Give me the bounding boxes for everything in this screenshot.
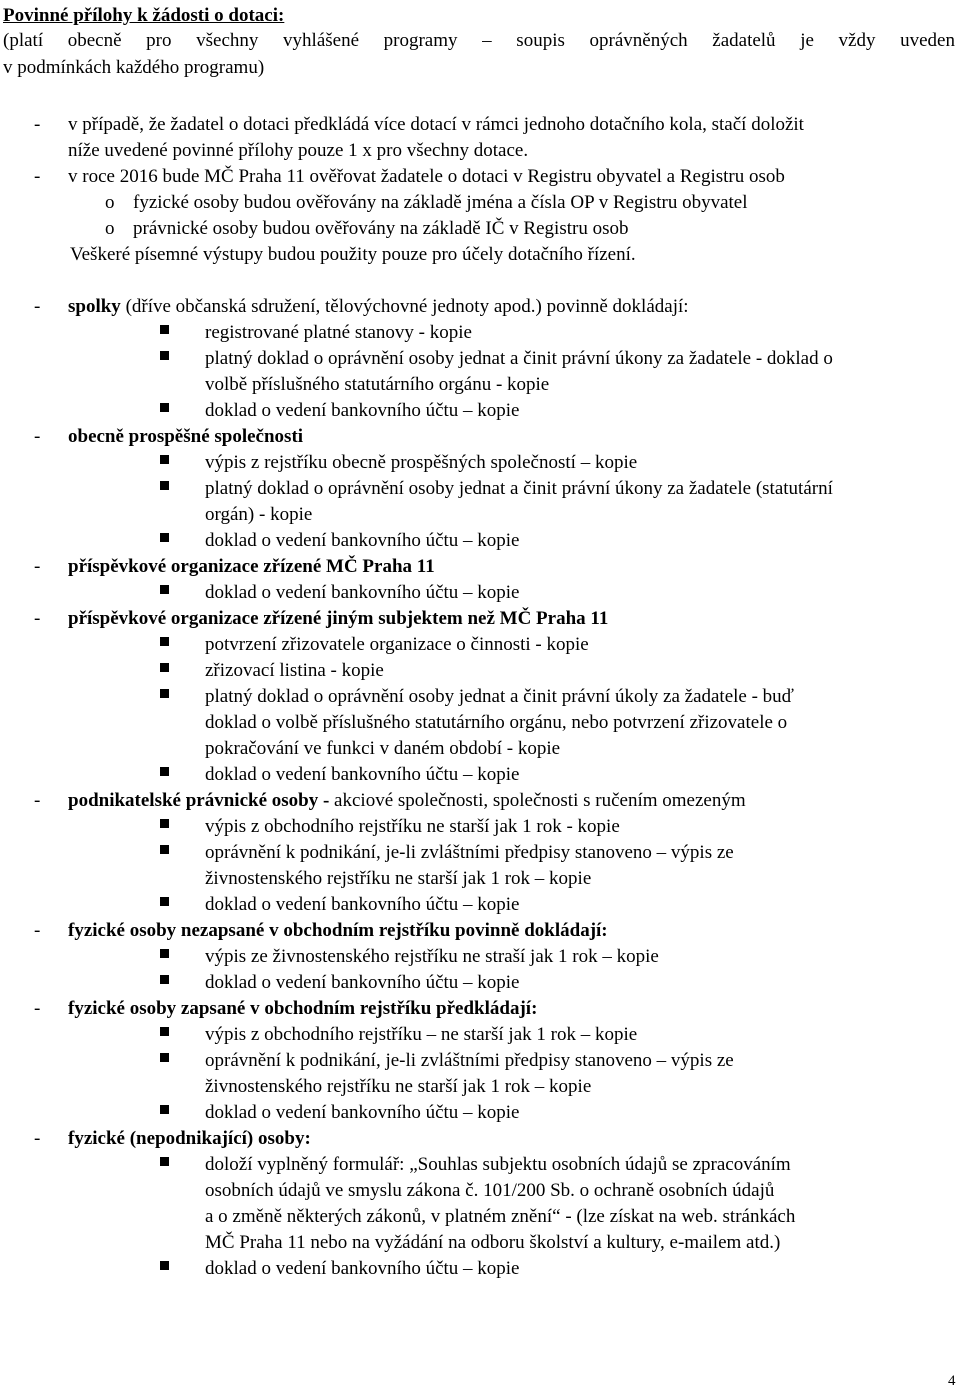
general-note-text: níže uvedené povinné přílohy pouze 1 x pro všechny dotace. (68, 140, 529, 161)
list-item: registrované platné stanovy - kopie (205, 322, 472, 343)
list-item: oprávnění k podnikání, je-li zvláštními předpisy stanoveno – výpis ze (205, 842, 734, 863)
section-heading-bold: příspěvkové organizace zřízené MČ Praha 11 (68, 556, 435, 577)
list-item: doklad o volbě příslušného statutárního orgánu, nebo potvrzení zřizovatele o (205, 712, 788, 733)
dash-bullet: - (34, 296, 41, 317)
list-item: výpis ze živnostenského rejstříku ne straší jak 1 rok – kopie (205, 946, 659, 967)
square-bullet (160, 585, 169, 594)
square-bullet (160, 637, 169, 646)
dash-bullet: - (34, 998, 41, 1019)
list-item: doklad o vedení bankovního účtu – kopie (205, 1102, 520, 1123)
list-item: doklad o vedení bankovního účtu – kopie (205, 764, 520, 785)
section-heading-rest: (dříve občanská sdružení, tělovýchovné jednoty apod.) povinně dokládají: (120, 296, 689, 317)
registry-note-text: v roce 2016 bude MČ Praha 11 ověřovat žadatele o dotaci v Registru obyvatel a Registru osob (68, 166, 785, 187)
section-heading-podnik-po (68, 788, 746, 814)
list-item: doklad o vedení bankovního účtu – kopie (205, 1258, 520, 1279)
list-item: platný doklad o oprávnění osoby jednat a činit právní úkony za žadatele (statutární (205, 478, 833, 499)
list-item: doklad o vedení bankovního účtu – kopie (205, 530, 520, 551)
section-heading-bold: podnikatelské právnické osoby - (68, 790, 335, 811)
square-bullet (160, 663, 169, 672)
section-heading-fo-nezapsane (68, 918, 608, 944)
general-note-text: v případě, že žadatel o dotaci předkládá více dotací v rámci jednoho dotačního kola, stačí doložit (68, 114, 804, 135)
list-item: zřizovací listina - kopie (205, 660, 384, 681)
list-item: doklad o vedení bankovního účtu – kopie (205, 894, 520, 915)
square-bullet (160, 351, 169, 360)
page-number: 4 (948, 1373, 956, 1389)
square-bullet (160, 1105, 169, 1114)
list-item: doklad o vedení bankovního účtu – kopie (205, 400, 520, 421)
square-bullet (160, 325, 169, 334)
dash-bullet: - (34, 426, 41, 447)
section-heading-bold: fyzické osoby nezapsané v obchodním rejstříku povinně dokládají: (68, 920, 608, 941)
list-item: výpis z obchodního rejstříku – ne starší jak 1 rok – kopie (205, 1024, 638, 1045)
square-bullet (160, 819, 169, 828)
intro-text: (platí obecně pro všechny vyhlášené programy – soupis oprávněných žadatelů je vždy uveden (3, 30, 955, 51)
section-heading-bold: spolky (68, 296, 121, 317)
section-heading-bold: fyzické osoby zapsané v obchodním rejstříku předkládají: (68, 998, 538, 1019)
list-item: platný doklad o oprávnění osoby jednat a činit právní úkony za žadatele - doklad o (205, 348, 833, 369)
page-title: Povinné přílohy k žádosti o dotaci: (3, 5, 285, 26)
square-bullet (160, 975, 169, 984)
square-bullet (160, 455, 169, 464)
circle-bullet: o (105, 218, 115, 239)
list-item: výpis z rejstříku obecně prospěšných společností – kopie (205, 452, 638, 473)
list-item: doklad o vedení bankovního účtu – kopie (205, 582, 520, 603)
registry-note-text: Veškeré písemné výstupy budou použity pouze pro účely dotačního řízení. (70, 244, 636, 265)
list-item: oprávnění k podnikání, je-li zvláštními předpisy stanoveno – výpis ze (205, 1050, 734, 1071)
section-heading-ops (68, 424, 303, 450)
dash-bullet: - (34, 608, 41, 629)
section-heading-bold: příspěvkové organizace zřízené jiným subjektem než MČ Praha 11 (68, 608, 609, 629)
list-item: pokračování ve funkci v daném období - kopie (205, 738, 561, 759)
square-bullet (160, 403, 169, 412)
square-bullet (160, 1261, 169, 1270)
circle-bullet: o (105, 192, 115, 213)
list-item: potvrzení zřizovatele organizace o činnosti - kopie (205, 634, 589, 655)
list-item: a o změně některých zákonů, v platném znění“ - (lze získat na web. stránkách (205, 1206, 796, 1227)
square-bullet (160, 1157, 169, 1166)
section-heading-po-mc (68, 554, 435, 580)
section-heading-bold: fyzické (nepodnikající) osoby: (68, 1128, 311, 1149)
dash-bullet: - (34, 790, 41, 811)
registry-subitem: fyzické osoby budou ověřovány na základě jména a čísla OP v Registru obyvatel (133, 192, 748, 213)
dash-bullet: - (34, 166, 41, 187)
list-item: živnostenského rejstříku ne starší jak 1 rok – kopie (205, 1076, 592, 1097)
section-heading-bold: obecně prospěšné společnosti (68, 426, 304, 447)
section-heading-rest: akciové společnosti, společnosti s ručením omezeným (334, 790, 746, 811)
list-item: doloží vyplněný formulář: „Souhlas subjektu osobních údajů se zpracováním (205, 1154, 791, 1175)
square-bullet (160, 533, 169, 542)
dash-bullet: - (34, 1128, 41, 1149)
square-bullet (160, 845, 169, 854)
square-bullet (160, 897, 169, 906)
section-heading-po-jiny (68, 606, 608, 632)
square-bullet (160, 689, 169, 698)
list-item: volbě příslušného statutárního orgánu - kopie (205, 374, 550, 395)
square-bullet (160, 481, 169, 490)
section-heading-fo-zapsane (68, 996, 537, 1022)
dash-bullet: - (34, 920, 41, 941)
square-bullet (160, 767, 169, 776)
list-item: platný doklad o oprávnění osoby jednat a činit právní úkoly za žadatele - buď (205, 686, 794, 707)
square-bullet (160, 1027, 169, 1036)
list-item: orgán) - kopie (205, 504, 313, 525)
dash-bullet: - (34, 114, 41, 135)
square-bullet (160, 949, 169, 958)
list-item: výpis z obchodního rejstříku ne starší jak 1 rok - kopie (205, 816, 620, 837)
intro-text: v podmínkách každého programu) (3, 57, 265, 78)
section-heading-spolky (68, 294, 689, 320)
list-item: osobních údajů ve smyslu zákona č. 101/200 Sb. o ochraně osobních údajů (205, 1180, 775, 1201)
section-heading-fo-nepodnik (68, 1126, 311, 1152)
dash-bullet: - (34, 556, 41, 577)
registry-subitem: právnické osoby budou ověřovány na základě IČ v Registru osob (133, 218, 629, 239)
list-item: živnostenského rejstříku ne starší jak 1 rok – kopie (205, 868, 592, 889)
square-bullet (160, 1053, 169, 1062)
list-item: doklad o vedení bankovního účtu – kopie (205, 972, 520, 993)
list-item: MČ Praha 11 nebo na vyžádání na odboru školství a kultury, e-mailem atd.) (205, 1232, 781, 1253)
